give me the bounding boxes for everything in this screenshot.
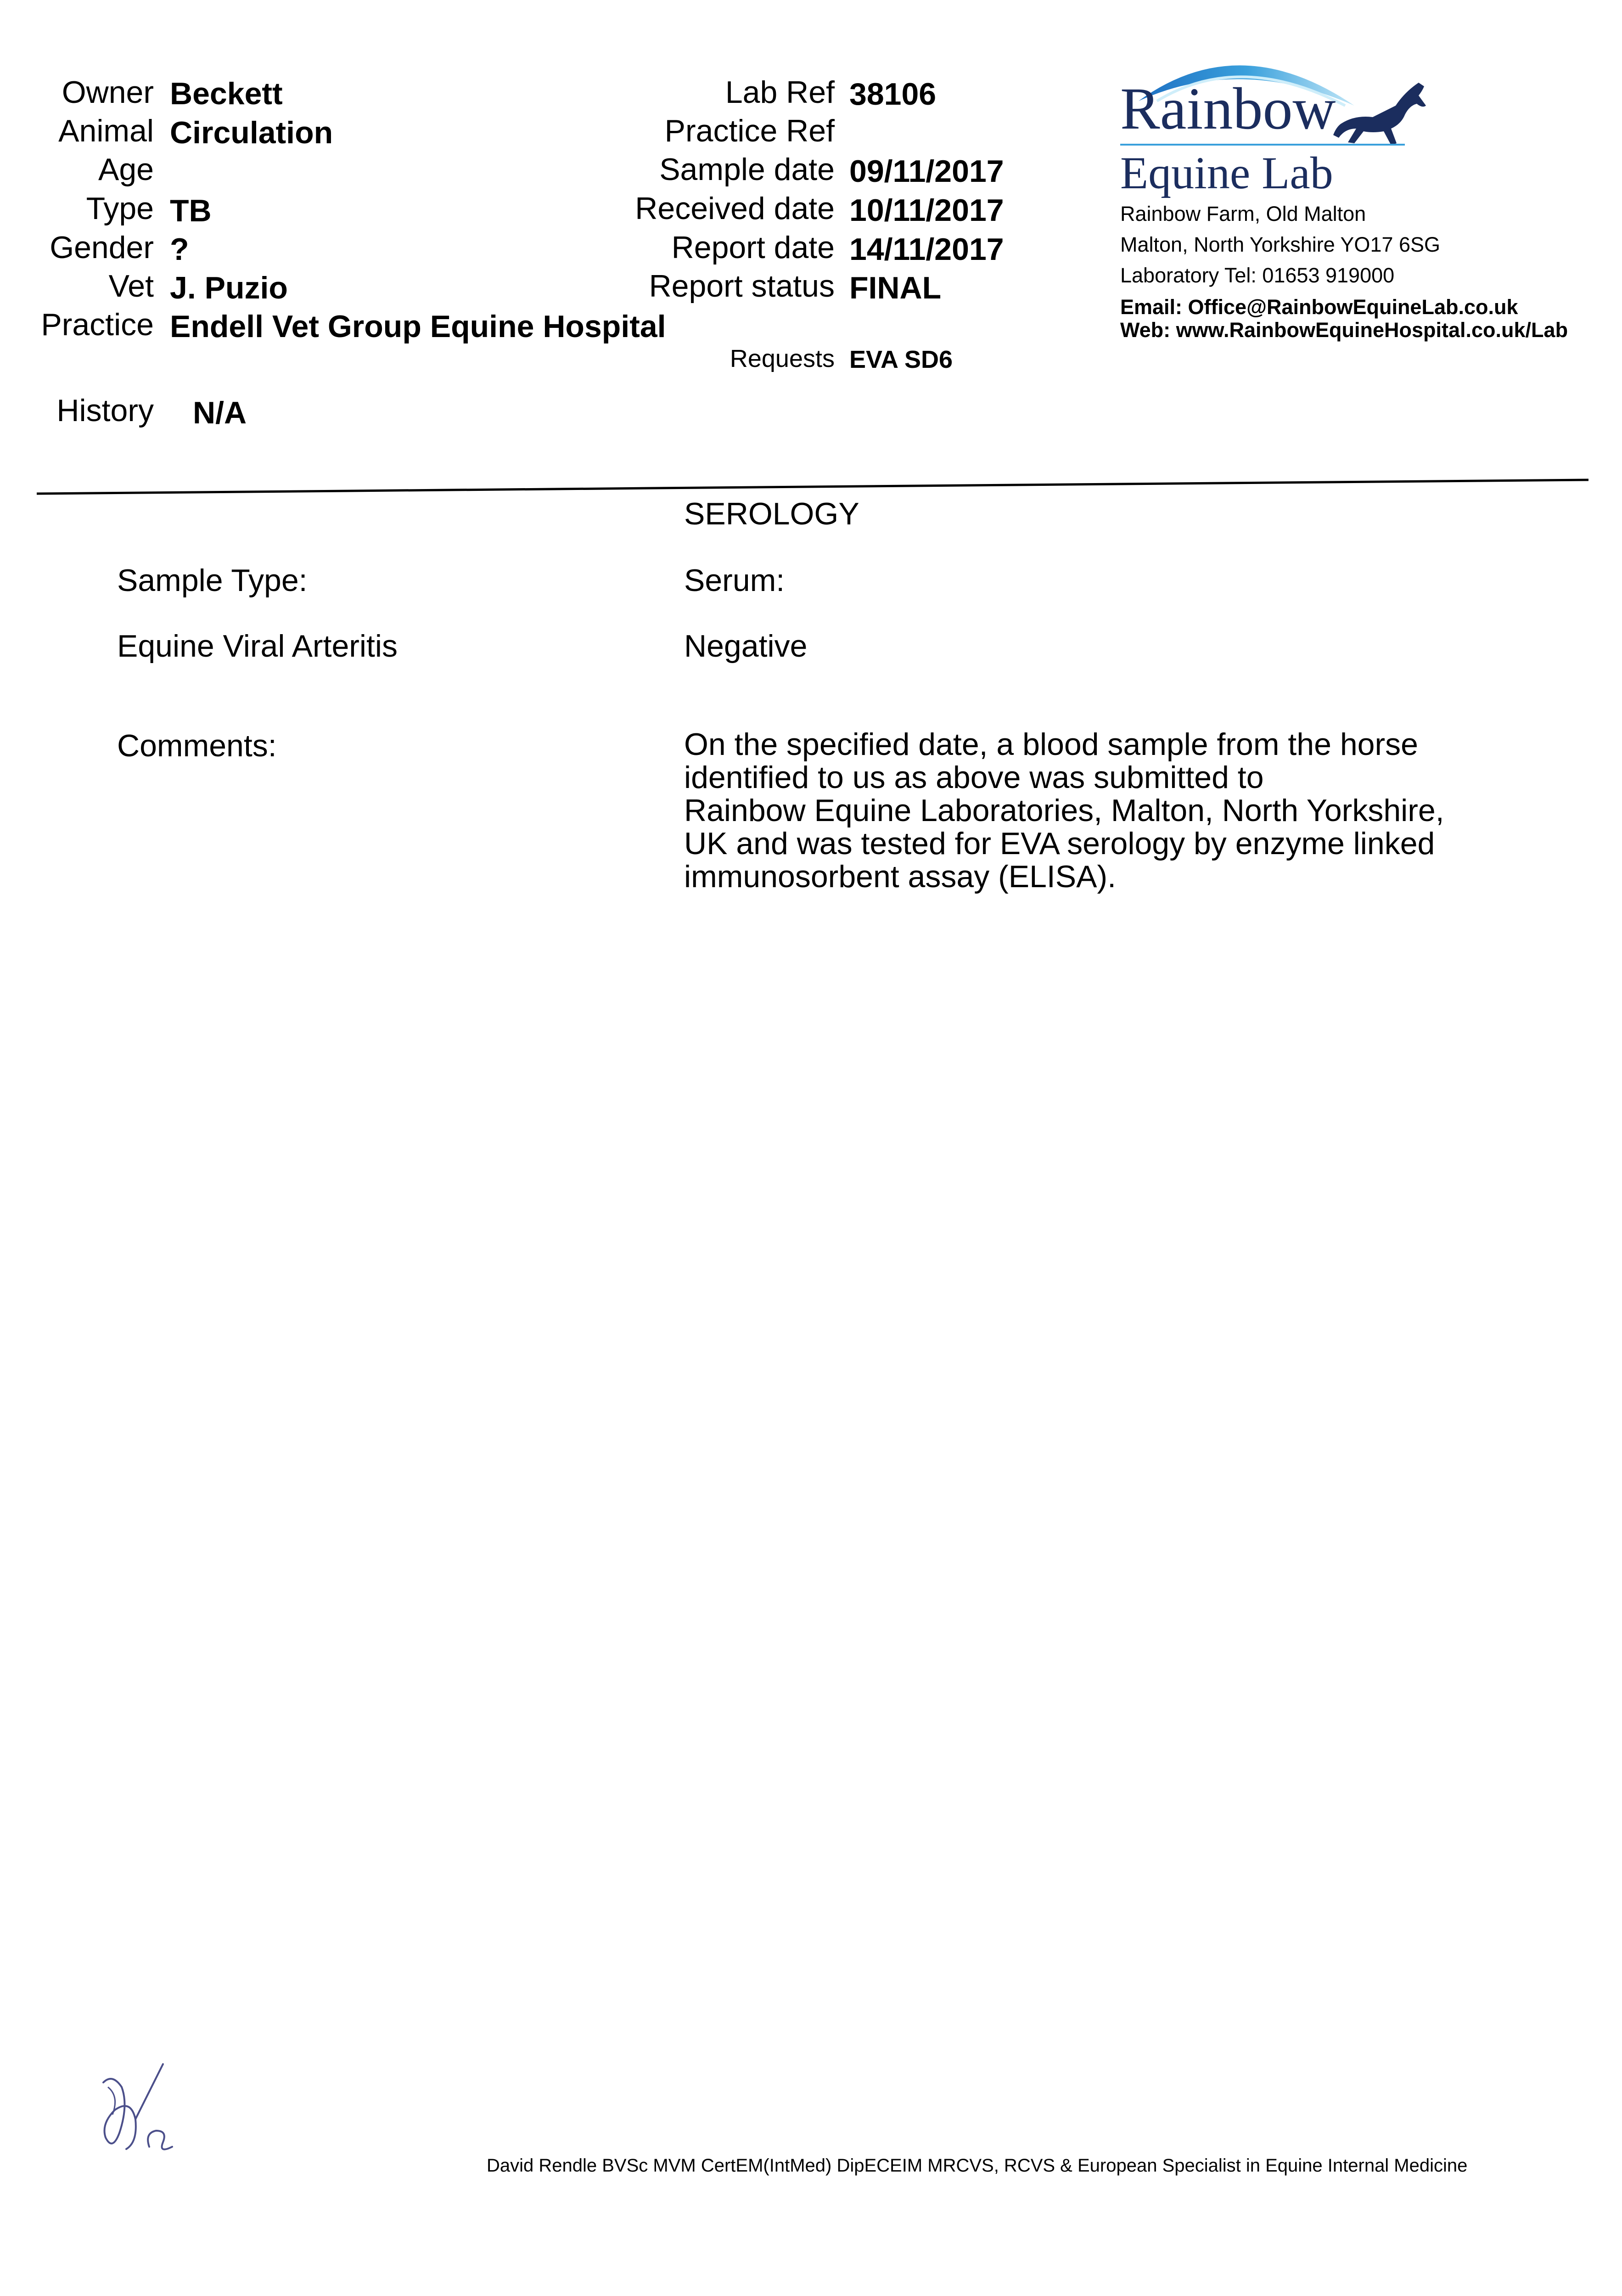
gender-value: ? <box>170 232 189 267</box>
owner-value: Beckett <box>170 76 283 111</box>
sample-type-label: Sample Type: <box>117 563 308 598</box>
comment-line: UK and was tested for EVA serology by enzyme linked <box>684 826 1435 861</box>
lab-email: Email: Office@RainbowEquineLab.co.uk <box>1120 295 1518 319</box>
comments-label: Comments: <box>117 728 277 763</box>
comment-line: identified to us as above was submitted to <box>684 760 1264 795</box>
received-date-label: Received date <box>635 191 835 226</box>
signature <box>94 2055 186 2161</box>
lab-telephone: Laboratory Tel: 01653 919000 <box>1120 264 1395 287</box>
age-label: Age <box>98 152 154 187</box>
practice-value: Endell Vet Group Equine Hospital <box>170 309 666 344</box>
received-date-value: 10/11/2017 <box>849 193 1004 228</box>
logo-equine-lab-text: Equine Lab <box>1120 147 1333 198</box>
practice-ref-label: Practice Ref <box>664 113 835 148</box>
report-date-label: Report date <box>671 230 835 265</box>
history-value: N/A <box>193 395 247 430</box>
owner-label: Owner <box>62 75 154 110</box>
test-name: Equine Viral Arteritis <box>117 629 398 664</box>
comment-line: Rainbow Equine Laboratories, Malton, North Yorkshire, <box>684 793 1444 828</box>
logo-rainbow-text: Rainbow <box>1120 76 1336 142</box>
requests-value: EVA SD6 <box>849 346 953 373</box>
sample-date-value: 09/11/2017 <box>849 154 1004 189</box>
lab-ref-label: Lab Ref <box>725 75 835 110</box>
comments-text <box>684 728 1465 893</box>
lab-address-line1: Rainbow Farm, Old Malton <box>1120 202 1366 225</box>
type-value: TB <box>170 193 212 228</box>
sample-type-value: Serum: <box>684 563 785 598</box>
test-result: Negative <box>684 629 808 664</box>
animal-label: Animal <box>58 113 154 148</box>
type-label: Type <box>86 191 154 226</box>
practice-label: Practice <box>41 307 154 342</box>
report-status-label: Report status <box>649 269 835 304</box>
animal-value: Circulation <box>170 115 333 150</box>
report-status-value: FINAL <box>849 270 942 305</box>
lab-address-line2: Malton, North Yorkshire YO17 6SG <box>1120 233 1441 256</box>
lab-website: Web: www.RainbowEquineHospital.co.uk/Lab <box>1120 318 1568 342</box>
vet-label: Vet <box>108 269 154 304</box>
comment-line: immunosorbent assay (ELISA). <box>684 859 1117 894</box>
lab-ref-value: 38106 <box>849 77 937 112</box>
horse-icon <box>1333 83 1426 145</box>
requests-label: Requests <box>730 345 835 372</box>
history-label: History <box>56 393 154 428</box>
rainbow-logo <box>1116 37 1437 202</box>
header-divider <box>0 473 1622 496</box>
comment-line: On the specified date, a blood sample from the horse <box>684 727 1418 762</box>
report-date-value: 14/11/2017 <box>849 232 1004 267</box>
vet-value: J. Puzio <box>170 270 288 305</box>
signatory-credentials: David Rendle BVSc MVM CertEM(IntMed) DipECEIM MRCVS, RCVS & European Specialist in Equine Internal Medicine <box>487 2155 1468 2176</box>
sample-date-label: Sample date <box>659 152 835 187</box>
gender-label: Gender <box>50 230 154 265</box>
section-title: SEROLOGY <box>684 496 859 531</box>
